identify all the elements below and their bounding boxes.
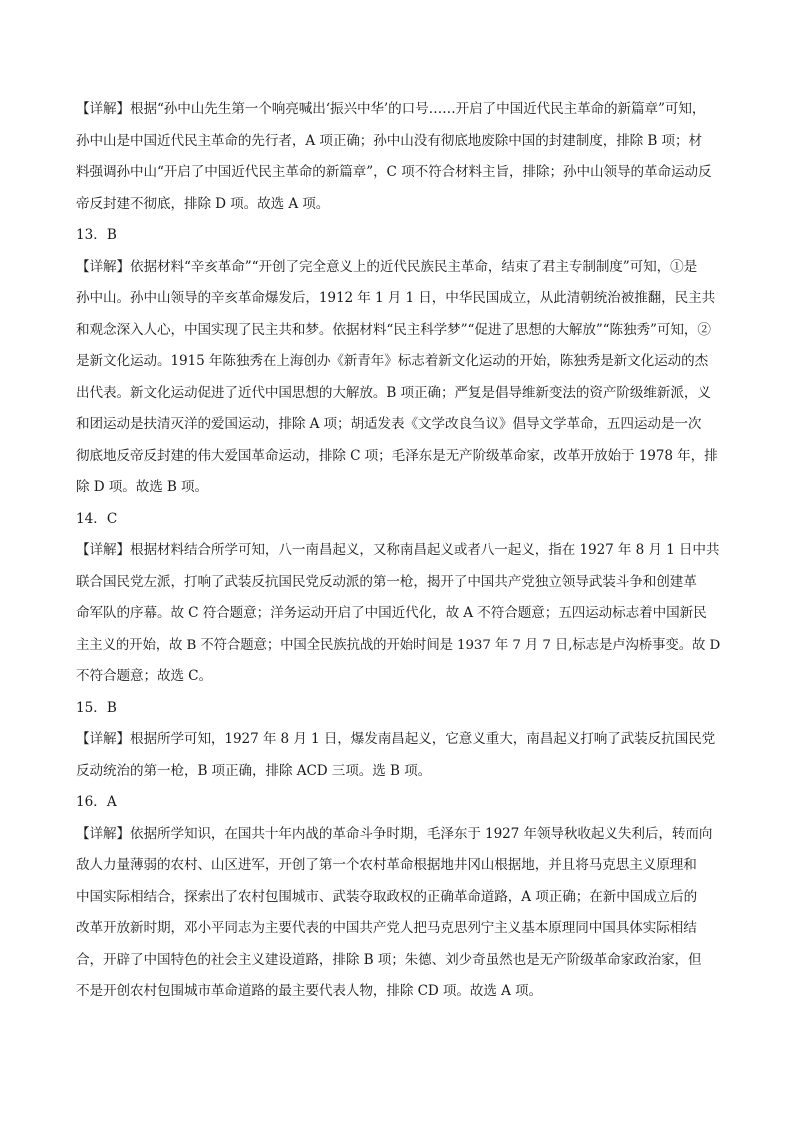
text-line: 孙中山是中国近代民主革命的先行者，A 项正确；孙中山没有彻底地废除中国的封建制度，排除 B 项；材 — [76, 132, 702, 149]
text-line: 不符合题意；故选 C。 — [76, 668, 212, 684]
text-line: 【详解】根据所学可知，1927 年 8 月 1 日，爆发南昌起义，它意义重大，南昌起义打响了武装反抗国民党 — [76, 731, 716, 747]
text-line: 中国实际相结合，探索出了农村包围城市、武装夺取政权的正确革命道路，A 项正确；在新中国成立后的 — [76, 888, 698, 905]
text-line: 命军队的序幕。故 C 符合题意；洋务运动开启了中国近代化，故 A 不符合题意；五四运动标志着中国新民 — [76, 605, 707, 621]
text-line: 和观念深入人心，中国实现了民主共和梦。依据材料“民主科学梦”“促进了思想的大解放”“陈独秀”可知，② — [76, 321, 711, 338]
answer-explanation-block — [76, 94, 724, 1008]
text-line: 帝反封建不彻底，排除 D 项。故选 A 项。 — [76, 195, 330, 212]
text-line: 联合国民党左派，打响了武装反抗国民党反动派的第一枪，揭开了中国共产党独立领导武装斗争和创建革 — [76, 573, 697, 590]
text-line: 【详解】根据“孙中山先生第一个响亮喊出‘振兴中华’的口号……开启了中国近代民主革命的新篇章”可知， — [76, 101, 706, 117]
text-line: 【详解】依据所学知识，在国共十年内战的革命斗争时期，毛泽东于 1927 年领导秋收起义失利后，转而向 — [76, 825, 713, 842]
text-line: 彻底地反帝反封建的伟大爱国革命运动，排除 C 项；毛泽东是无产阶级革命家，改革开放始于 1978 年，排 — [76, 447, 718, 464]
answer-number-16: 16．A — [76, 794, 117, 810]
text-line: 主主义的开始，故 B 不符合题意；中国全民族抗战的开始时间是 1937 年 7 月 7 日,标志是卢沟桥事变。故 D — [76, 637, 721, 653]
text-line: 敌人力量薄弱的农村、山区进军，开创了第一个农村革命根据地井冈山根据地，并且将马克思主义原理和 — [76, 857, 697, 873]
text-line: 是新文化运动。1915 年陈独秀在上海创办《新青年》标志着新文化运动的开始，陈独秀是新文化运动的杰 — [76, 353, 709, 369]
answer-number-13: 13．B — [76, 227, 117, 243]
text-line: 反动统治的第一枪，B 项正确，排除 ACD 三项。选 B 项。 — [76, 762, 432, 779]
text-line: 出代表。新文化运动促进了近代中国思想的大解放。B 项正确；严复是倡导维新变法的资产阶级维新派，义 — [76, 384, 711, 401]
answer-number-14: 14．C — [76, 510, 118, 527]
text-line: 不是开创农村包围城市革命道路的最主要代表人物，排除 CD 项。故选 A 项。 — [76, 983, 543, 999]
text-line: 【详解】根据材料结合所学可知，八一南昌起义，又称南昌起义或者八一起义，指在 1927 年 8 月 1 日中共 — [76, 542, 720, 558]
text-line: 【详解】依据材料“辛亥革命”“开创了完全意义上的近代民族民主革命，结束了君主专制制度”可知，①是 — [76, 258, 698, 275]
text-line: 和团运动是扶清灭洋的爱国运动，排除 A 项；胡适发表《文学改良刍议》倡导文学革命，五四运动是一次 — [76, 416, 702, 432]
text-line: 除 D 项。故选 B 项。 — [76, 479, 209, 495]
text-line: 孙中山。孙中山领导的辛亥革命爆发后，1912 年 1 月 1 日，中华民国成立，从此清朝统治被推翻，民主共 — [76, 290, 716, 306]
text-line: 料强调孙中山“开启了中国近代民主革命的新篇章”，C 项不符合材料主旨，排除；孙中山领导的革命运动反 — [76, 164, 712, 180]
answer-number-15: 15．B — [76, 699, 117, 716]
text-line: 改革开放新时期，邓小平同志为主要代表的中国共产党人把马克思列宁主义基本原理同中国具体实际相结 — [76, 920, 697, 936]
text-line: 合，开辟了中国特色的社会主义建设道路，排除 B 项；朱德、刘少奇虽然也是无产阶级革命家政治家，但 — [76, 951, 702, 968]
